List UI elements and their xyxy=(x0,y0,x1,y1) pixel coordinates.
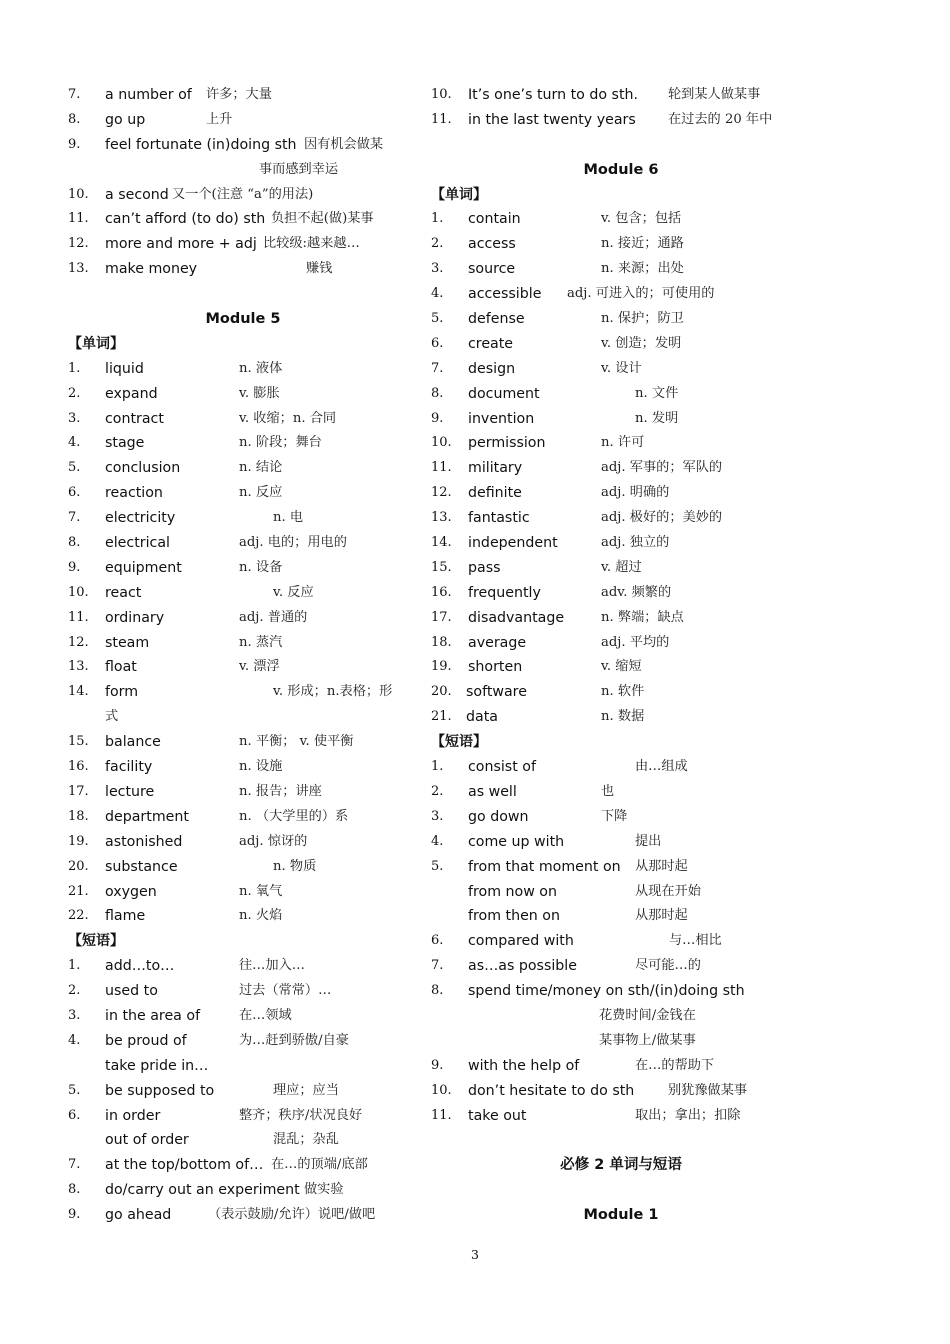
phrase-row: 4. be proud of 为…赶到骄傲/自豪 xyxy=(68,1032,349,1049)
word-row: 3. source n. 来源；出处 xyxy=(431,261,684,278)
word-row: 10. react v. 反应 xyxy=(68,584,314,601)
word-row: 8. document n. 文件 xyxy=(431,385,679,402)
word-row: 15. balance n. 平衡； v. 使平衡 xyxy=(68,734,354,751)
word-row: 19. astonished adj. 惊讶的 xyxy=(68,833,308,850)
word-row: 12. definite adj. 明确的 xyxy=(431,485,670,502)
module-1-title: Module 1 xyxy=(583,1207,659,1224)
page-number: 3 xyxy=(471,1247,479,1262)
words-header: 【单词】 xyxy=(431,186,487,203)
words-header: 【单词】 xyxy=(68,335,124,352)
phrase-row: 5. from that moment on 从那时起 xyxy=(431,858,688,875)
word-row: 12. steam n. 蒸汽 xyxy=(68,634,283,651)
phrase-row: 9. go ahead （表示鼓励/允许）说吧/做吧 xyxy=(68,1207,376,1224)
list-item: 10. It’s one’s turn to do sth. 轮到某人做某事 xyxy=(431,87,761,103)
phrase-row: 8. spend time/money on sth/(in)doing sth xyxy=(431,983,745,1000)
phrases-header: 【短语】 xyxy=(431,734,487,751)
word-row-continuation: 式 xyxy=(105,709,119,725)
word-row: 11. military adj. 军事的；军队的 xyxy=(431,460,723,477)
list-item: 12. more and more + adj 比较级:越来越… xyxy=(68,236,360,253)
list-item: 11. in the last twenty years 在过去的 20 年中 xyxy=(431,111,773,128)
word-row: 6. create v. 创造；发明 xyxy=(431,335,682,352)
word-row: 2. expand v. 膨胀 xyxy=(68,385,280,402)
phrase-row: 7. at the top/bottom of… 在…的顶端/底部 xyxy=(68,1157,368,1174)
right-column xyxy=(431,83,811,1228)
word-row: 1. liquid n. 液体 xyxy=(68,360,283,377)
phrase-row: 2. as well 也 xyxy=(431,783,615,800)
word-row: 5. conclusion n. 结论 xyxy=(68,460,283,477)
word-row: 22. flame n. 火焰 xyxy=(68,908,283,925)
phrase-row: 5. be supposed to 理应；应当 xyxy=(68,1082,339,1099)
phrase-row: 3. go down 下降 xyxy=(431,808,628,825)
word-row: 9. equipment n. 设备 xyxy=(68,559,283,576)
list-item: 7. a number of 许多；大量 xyxy=(68,87,272,103)
list-item: 9. feel fortunate (in)doing sth 因有机会做某 xyxy=(68,136,384,153)
word-row: 13. float v. 漂浮 xyxy=(68,659,280,676)
list-item: 10. a second 又一个(注意 “a”的用法) xyxy=(68,186,314,203)
phrase-row-continuation: 花费时间/金钱在 xyxy=(599,1007,696,1023)
list-item: 13. make money 赚钱 xyxy=(68,261,333,278)
word-row: 21. oxygen n. 氧气 xyxy=(68,883,283,900)
word-row: 7. design v. 设计 xyxy=(431,360,642,377)
word-row: 19. shorten v. 缩短 xyxy=(431,659,642,676)
phrase-row-continuation: 某事物上/做某事 xyxy=(599,1032,696,1048)
word-row: 16. facility n. 设施 xyxy=(68,759,283,776)
phrases-header: 【短语】 xyxy=(68,933,124,950)
phrase-row: 2. used to 过去（常常）… xyxy=(68,983,332,1000)
module-5-title: Module 5 xyxy=(205,311,281,328)
word-row: 17. lecture n. 报告；讲座 xyxy=(68,783,322,800)
word-row: 10. permission n. 许可 xyxy=(431,435,645,452)
phrase-row: from then on 从那时起 xyxy=(468,908,688,925)
word-row: 9. invention n. 发明 xyxy=(431,410,679,427)
phrase-row: 7. as…as possible 尽可能…的 xyxy=(431,958,701,975)
word-row: 3. contract v. 收缩；n. 合同 xyxy=(68,410,337,427)
phrase-row: 1. add…to… 往…加入… xyxy=(68,958,305,975)
phrase-row: 11. take out 取出；拿出；扣除 xyxy=(431,1107,741,1124)
word-row: 6. reaction n. 反应 xyxy=(68,485,283,502)
phrase-row: 9. with the help of 在…的帮助下 xyxy=(431,1057,715,1074)
list-item: 11. can’t afford (to do) sth 负担不起(做)某事 xyxy=(68,211,374,228)
word-row: 18. average adj. 平均的 xyxy=(431,634,670,651)
word-row: 8. electrical adj. 电的；用电的 xyxy=(68,535,347,552)
word-row: 17. disadvantage n. 弊端；缺点 xyxy=(431,609,684,626)
phrase-row: 6. compared with 与…相比 xyxy=(431,933,722,950)
phrase-row: take pride in… xyxy=(105,1057,209,1074)
phrase-row: from now on 从现在开始 xyxy=(468,883,701,900)
phrase-row: 3. in the area of 在…领域 xyxy=(68,1007,292,1024)
word-row: 4. accessible adj. 可进入的；可使用的 xyxy=(431,286,715,303)
list-item: 8. go up 上升 xyxy=(68,111,233,128)
word-row: 1. contain v. 包含；包括 xyxy=(431,211,682,228)
word-row: 16. frequently adv. 频繁的 xyxy=(431,584,672,601)
word-row: 14. form v. 形成；n.表格；形 xyxy=(68,684,393,701)
word-row: 21. data n. 数据 xyxy=(431,709,645,726)
word-row: 18. department n. （大学里的）系 xyxy=(68,808,349,825)
word-row: 20. software n. 软件 xyxy=(431,684,645,701)
word-row: 15. pass v. 超过 xyxy=(431,559,642,576)
phrase-row: 6. in order 整齐；秩序/状况良好 xyxy=(68,1107,363,1124)
word-row: 11. ordinary adj. 普通的 xyxy=(68,609,308,626)
phrase-row: 1. consist of 由…组成 xyxy=(431,759,688,776)
word-row: 4. stage n. 阶段；舞台 xyxy=(68,435,322,452)
phrase-row: 8. do/carry out an experiment 做实验 xyxy=(68,1182,344,1199)
word-row: 7. electricity n. 电 xyxy=(68,510,304,527)
module-6-title: Module 6 xyxy=(583,161,659,178)
word-row: 2. access n. 接近；通路 xyxy=(431,236,684,253)
left-column xyxy=(68,83,418,1228)
book-title: 必修 2 单词与短语 xyxy=(560,1157,682,1174)
word-row: 14. independent adj. 独立的 xyxy=(431,535,670,552)
word-row: 20. substance n. 物质 xyxy=(68,858,317,875)
phrase-row: 4. come up with 提出 xyxy=(431,833,662,850)
word-row: 5. defense n. 保护；防卫 xyxy=(431,311,684,328)
phrase-row: 10. don’t hesitate to do sth 别犹豫做某事 xyxy=(431,1082,748,1099)
list-item-continuation: 事而感到幸运 xyxy=(259,161,339,177)
word-row: 13. fantastic adj. 极好的；美妙的 xyxy=(431,510,723,527)
phrase-row: out of order 混乱；杂乱 xyxy=(105,1132,339,1149)
